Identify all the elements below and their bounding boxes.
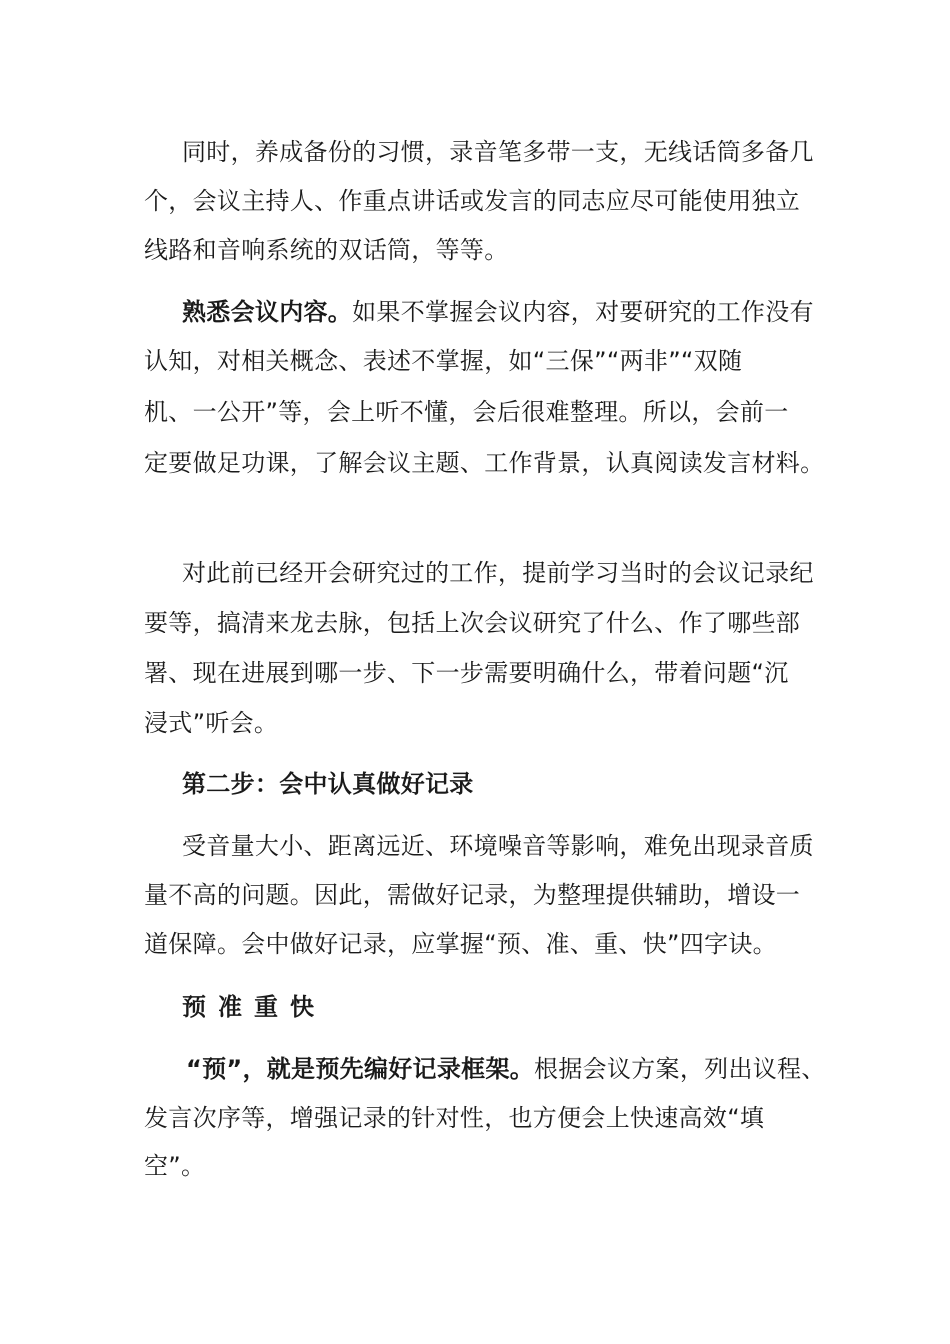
paragraph-5-line-2: 发言次序等，增强记录的针对性，也方便会上快速高效“填 (144, 1104, 765, 1132)
paragraph-4-line-1: 受音量大小、距离远近、环境噪音等影响，难免出现录音质 (182, 832, 814, 860)
paragraph-1-line-2: 个，会议主持人、作重点讲话或发言的同志应尽可能使用独立 (144, 187, 801, 215)
paragraph-2-line-3: 机、一公开”等，会上听不懂，会后很难整理。所以，会前一 (144, 398, 789, 426)
paragraph-2-line-1 (182, 297, 814, 327)
paragraph-3-line-4: 浸式”听会。 (144, 709, 279, 737)
paragraph-5-line-1-rest: 根据会议方案，列出议程、 (534, 1055, 826, 1083)
paragraph-3-line-1: 对此前已经开会研究过的工作，提前学习当时的会议记录纪 (182, 559, 814, 587)
paragraph-3-line-2: 要等，搞清来龙去脉，包括上次会议研究了什么、作了哪些部 (144, 609, 801, 637)
paragraph-2-line-1-rest: 如果不掌握会议内容，对要研究的工作没有 (352, 298, 814, 326)
paragraph-1-line-3: 线路和音响系统的双话筒，等等。 (144, 236, 509, 264)
paragraph-5-line-3: 空”。 (144, 1152, 206, 1180)
paragraph-5-lead: “预”，就是预先编好记录框架。 (186, 1055, 535, 1083)
paragraph-1-line-1: 同时，养成备份的习惯，录音笔多带一支，无线话筒多备几 (182, 138, 814, 166)
paragraph-2-line-2: 认知，对相关概念、表述不掌握，如“三保”“两非”“双随 (144, 347, 743, 375)
paragraph-3-line-3: 署、现在进展到哪一步、下一步需要明确什么，带着问题“沉 (144, 659, 789, 687)
paragraph-5-line-1 (186, 1054, 826, 1084)
paragraph-4-line-3: 道保障。会中做好记录，应掌握“预、准、重、快”四字诀。 (144, 930, 777, 958)
section-heading-four-keys: 预准重快 (182, 993, 326, 1021)
paragraph-2-line-4: 定要做足功课，了解会议主题、工作背景，认真阅读发言材料。 (144, 449, 825, 477)
paragraph-2-lead: 熟悉会议内容。 (182, 298, 353, 326)
paragraph-4-line-2: 量不高的问题。因此，需做好记录，为整理提供辅助，增设一 (144, 881, 801, 909)
section-heading-step-2: 第二步：会中认真做好记录 (182, 770, 474, 798)
